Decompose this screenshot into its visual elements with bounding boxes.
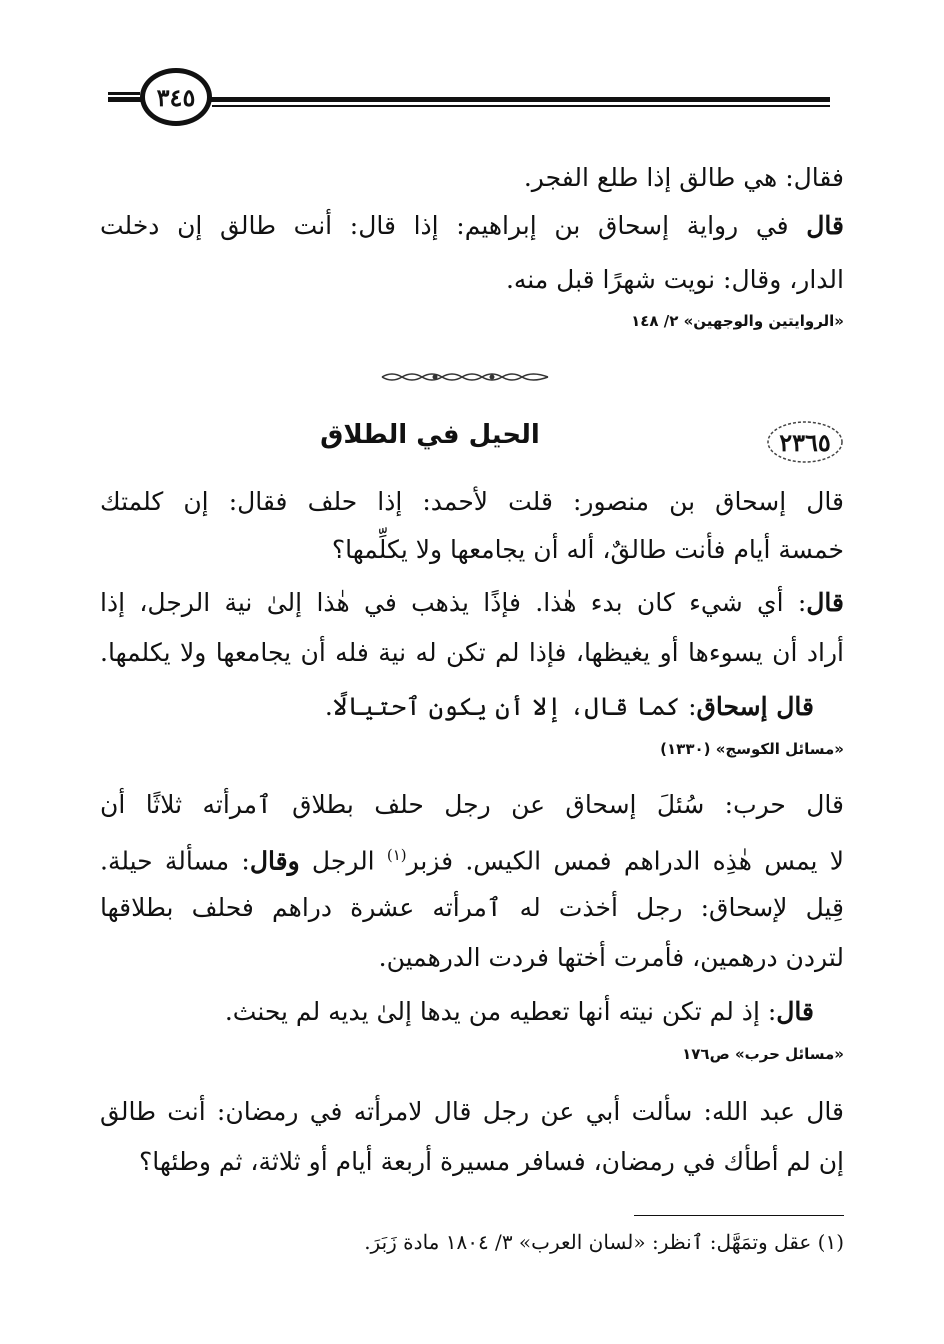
text-line: إن لم أطأك في رمضان، فسافر مسيرة أربعة أيام أو ثلاثة، ثم وطئها؟ <box>139 1147 844 1176</box>
text-line: قال: أي شيء كان بدء هٰذا. فإذًا يذهب في هٰذا إلىٰ نية الرجل، إذا <box>100 588 844 617</box>
section-title: الحيل في الطلاق <box>320 420 540 450</box>
text-line: قال عبد الله: سألت أبي عن رجل قال لامرأته في رمضان: أنت طالق <box>100 1097 844 1126</box>
text-line: قال: إذ لم تكن نيته أنها تعطيه من يدها إلىٰ يديه لم يحنث. <box>224 997 814 1026</box>
footnote <box>100 1230 844 1254</box>
source-citation: «مسائل حرب» ص١٧٦ <box>682 1045 844 1063</box>
ornament-divider <box>380 370 550 384</box>
header-rule-thin <box>212 105 830 107</box>
page-number: ٣٤٥ <box>140 68 212 126</box>
footnote-ref: (١) <box>386 846 407 864</box>
text-line: فقال: هي طالق إذا طلع الفجر. <box>523 163 844 192</box>
text-line: قال في رواية إسحاق بن إبراهيم: إذا قال: أنت طالق إن دخلت <box>100 211 844 240</box>
section-number <box>766 420 844 464</box>
header-rule-top <box>108 92 140 95</box>
text-line: قال إسحاق: كما قال، إلا أن يكون ٱحتيالًا. <box>324 692 814 721</box>
text-line: قِيل لإسحاق: رجل أخذت له ٱمرأته عشرة دراهم فحلف بطلاقها <box>100 893 844 922</box>
footnote-marker: (١) <box>817 1230 844 1254</box>
text-line: الدار، وقال: نويت شهرًا قبل منه. <box>505 265 844 294</box>
header-rule-thick <box>108 97 830 102</box>
text-line: خمسة أيام فأنت طالقٌ، أله أن يجامعها ولا يكلِّمها؟ <box>331 535 844 564</box>
text-line: لتردن درهمين، فأمرت أختها فردت الدرهمين. <box>378 943 844 972</box>
footnote-rule <box>634 1215 844 1216</box>
source-citation: «مسائل الكوسج» (١٣٣٠) <box>660 740 844 758</box>
text-line: قال إسحاق بن منصور: قلت لأحمد: إذا حلف فقال: إن كلمتك <box>100 487 844 516</box>
text-line: أراد أن يسوءها أو يغيظها، فإذا لم تكن له نية فله أن يجامعها ولا يكلمها. <box>100 638 844 667</box>
footnote-text: عقل وتمَهَّل: ٱنظر: «لسان العرب» ٣/ ١٨٠٤ مادة زَبَرَ. <box>364 1230 818 1254</box>
section-number-text: ٢٣٦٥ <box>779 427 831 457</box>
text-line: لا يمس هٰذِه الدراهم فمس الكيس. فزبر$^{(١)}$ الرجل وقال: مسألة حيلة. <box>100 846 844 876</box>
text-line: قال حرب: سُئلَ إسحاق عن رجل حلف بطلاق ٱمرأته ثلاثًا أن <box>100 790 844 819</box>
source-citation: «الروايتين والوجهين» ٢/ ١٤٨ <box>631 312 844 330</box>
